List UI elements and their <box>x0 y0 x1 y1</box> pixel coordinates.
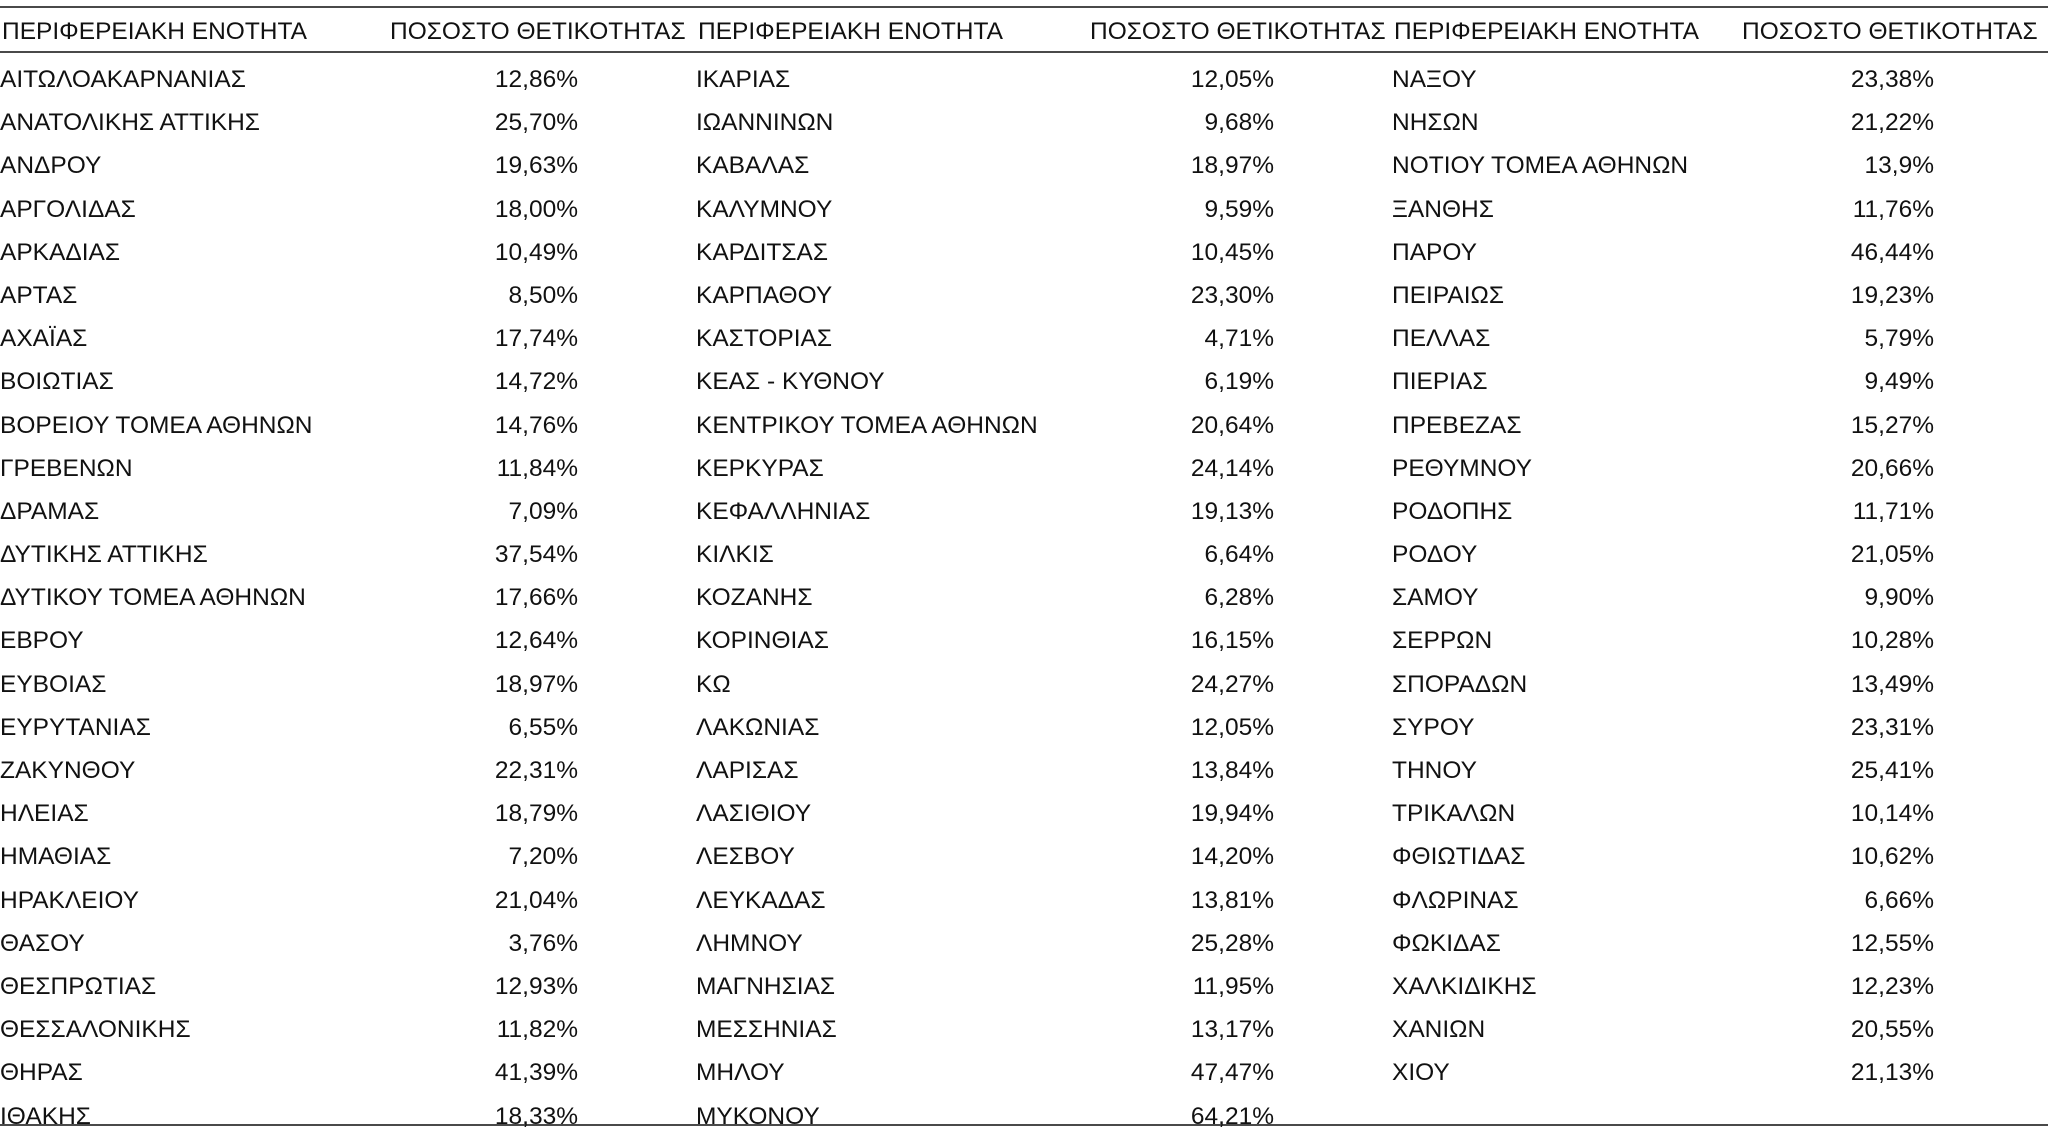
positivity-rate-value: 23,31% <box>1850 713 1934 741</box>
regional-unit-name: ΙΩΑΝΝΙΝΩΝ <box>696 109 834 137</box>
positivity-rate-value: 23,38% <box>1850 66 1934 93</box>
positivity-rate-value: 25,41% <box>1850 757 1934 784</box>
positivity-rate-value: 10,45% <box>1190 238 1274 266</box>
column-header-positivity-rate: ΠΟΣΟΣΤΟ ΘΕΤΙΚΟΤΗΤΑΣ <box>1090 18 1386 45</box>
positivity-rate-value: 12,05% <box>1190 713 1274 741</box>
regional-unit-name: ΚΕΝΤΡΙΚΟΥ ΤΟΜΕΑ ΑΘΗΝΩΝ <box>696 411 1038 439</box>
table-row <box>1392 663 2048 706</box>
table-row <box>1392 274 2048 317</box>
regional-unit-name: ΕΥΒΟΙΑΣ <box>0 670 107 698</box>
table-row <box>0 1051 690 1094</box>
regional-unit-name: ΑΝΔΡΟΥ <box>0 152 102 180</box>
table-row <box>1392 1008 2048 1051</box>
positivity-rate-value: 18,33% <box>494 1102 578 1130</box>
positivity-rate-value: 47,47% <box>1190 1059 1274 1087</box>
regional-unit-name: ΔΥΤΙΚΗΣ ΑΤΤΙΚΗΣ <box>0 541 208 569</box>
table-row <box>696 706 1386 749</box>
positivity-rate-value: 10,28% <box>1850 627 1934 655</box>
regional-unit-name: ΕΒΡΟΥ <box>0 627 84 655</box>
positivity-rate-value: 18,79% <box>494 800 578 828</box>
positivity-rate-value: 14,72% <box>494 368 578 396</box>
regional-unit-name: ΒΟΡΕΙΟΥ ΤΟΜΕΑ ΑΘΗΝΩΝ <box>0 411 313 439</box>
regional-unit-name: ΤΡΙΚΑΛΩΝ <box>1392 800 1516 828</box>
table-row <box>1392 965 2048 1008</box>
positivity-rate-value: 64,21% <box>1190 1102 1274 1130</box>
regional-unit-name: ΛΗΜΝΟΥ <box>696 929 803 957</box>
regional-unit-name: ΝΟΤΙΟΥ ΤΟΜΕΑ ΑΘΗΝΩΝ <box>1392 152 1689 180</box>
positivity-rate-value: 6,66% <box>1864 886 1934 914</box>
table-row <box>0 619 690 662</box>
positivity-rate-value: 11,84% <box>496 454 578 482</box>
positivity-rate-value: 21,04% <box>494 886 578 914</box>
table-row <box>696 188 1386 231</box>
positivity-rate-value: 23,30% <box>1190 281 1274 309</box>
positivity-rate-value: 12,05% <box>1190 66 1274 93</box>
regional-unit-name: ΚΑΡΔΙΤΣΑΣ <box>696 238 828 266</box>
regional-unit-name: ΜΕΣΣΗΝΙΑΣ <box>696 1016 837 1044</box>
regional-unit-name: ΣΕΡΡΩΝ <box>1392 627 1493 655</box>
table-row <box>696 58 1386 101</box>
table-row <box>0 447 690 490</box>
table-row <box>0 188 690 231</box>
table-row <box>696 1008 1386 1051</box>
regional-unit-name: ΓΡΕΒΕΝΩΝ <box>0 454 133 482</box>
regional-unit-name: ΧΙΟΥ <box>1392 1059 1450 1087</box>
regional-unit-name: ΚΕΡΚΥΡΑΣ <box>696 454 824 482</box>
table-row <box>696 533 1386 576</box>
table-row <box>1392 576 2048 619</box>
table-row <box>1392 706 2048 749</box>
regional-unit-name: ΝΑΞΟΥ <box>1392 66 1477 93</box>
table-row <box>0 404 690 447</box>
table-rows <box>1392 58 2048 1095</box>
regional-unit-name: ΗΜΑΘΙΑΣ <box>0 843 112 871</box>
table-row <box>0 706 690 749</box>
positivity-rate-value: 14,20% <box>1190 843 1274 871</box>
table-row <box>0 58 690 101</box>
table-row <box>1392 922 2048 965</box>
column-header-regional-unit: ΠΕΡΙΦΕΡΕΙΑΚΗ ΕΝΟΤΗΤΑ <box>698 18 1003 45</box>
table-row <box>0 965 690 1008</box>
positivity-rate-value: 6,64% <box>1204 541 1274 569</box>
regional-unit-name: ΔΥΤΙΚΟΥ ΤΟΜΕΑ ΑΘΗΝΩΝ <box>0 584 306 612</box>
positivity-rate-value: 20,66% <box>1850 454 1934 482</box>
regional-unit-name: ΛΑΚΩΝΙΑΣ <box>696 713 820 741</box>
table-row <box>696 101 1386 144</box>
column-header-positivity-rate: ΠΟΣΟΣΤΟ ΘΕΤΙΚΟΤΗΤΑΣ <box>390 18 686 45</box>
positivity-rate-value: 13,84% <box>1190 757 1274 784</box>
positivity-rate-value: 4,71% <box>1204 325 1274 353</box>
table-column-group-3 <box>1392 0 2048 1129</box>
regional-unit-name: ΡΟΔΟΠΗΣ <box>1392 497 1513 525</box>
regional-unit-name: ΣΥΡΟΥ <box>1392 713 1475 741</box>
table-row <box>1392 58 2048 101</box>
regional-unit-name: ΧΑΝΙΩΝ <box>1392 1016 1486 1044</box>
positivity-rate-value: 37,54% <box>494 541 578 569</box>
table-row <box>0 101 690 144</box>
table-row <box>0 792 690 835</box>
positivity-rate-value: 20,64% <box>1190 411 1274 439</box>
table-row <box>0 144 690 187</box>
positivity-rate-value: 12,93% <box>494 972 578 1000</box>
positivity-rate-value: 19,23% <box>1850 281 1934 309</box>
regional-unit-name: ΑΡΓΟΛΙΔΑΣ <box>0 195 136 223</box>
positivity-rate-value: 11,76% <box>1852 195 1934 223</box>
table-row <box>1392 404 2048 447</box>
positivity-rate-value: 17,74% <box>494 325 578 353</box>
table-row <box>1392 835 2048 878</box>
positivity-rate-value: 10,49% <box>494 238 578 266</box>
positivity-rate-value: 12,23% <box>1850 972 1934 1000</box>
table-row <box>1392 317 2048 360</box>
positivity-rate-value: 21,22% <box>1850 109 1934 137</box>
table-row <box>1392 490 2048 533</box>
table-row <box>1392 1051 2048 1094</box>
positivity-rate-value: 10,62% <box>1850 843 1934 871</box>
table-row <box>696 576 1386 619</box>
table-row <box>696 792 1386 835</box>
regional-unit-name: ΚΑΣΤΟΡΙΑΣ <box>696 325 833 353</box>
positivity-rate-value: 24,27% <box>1190 670 1274 698</box>
positivity-rate-value: 19,63% <box>494 152 578 180</box>
regional-unit-name: ΗΡΑΚΛΕΙΟΥ <box>0 886 140 914</box>
positivity-rate-value: 19,13% <box>1190 497 1274 525</box>
regional-unit-name: ΛΑΡΙΣΑΣ <box>696 757 799 784</box>
regional-unit-name: ΡΕΘΥΜΝΟΥ <box>1392 454 1533 482</box>
table-column-group-2 <box>696 0 1386 1129</box>
positivity-rate-value: 3,76% <box>508 929 578 957</box>
table-row <box>0 879 690 922</box>
table-row <box>1392 879 2048 922</box>
table-row <box>696 879 1386 922</box>
table-row <box>1392 231 2048 274</box>
column-header-positivity-rate: ΠΟΣΟΣΤΟ ΘΕΤΙΚΟΤΗΤΑΣ <box>1742 18 2038 45</box>
positivity-rate-value: 12,55% <box>1850 929 1934 957</box>
positivity-rate-value: 14,76% <box>494 411 578 439</box>
positivity-rate-value: 20,55% <box>1850 1016 1934 1044</box>
regional-unit-name: ΧΑΛΚΙΔΙΚΗΣ <box>1392 972 1537 1000</box>
regional-unit-name: ΚΑΒΑΛΑΣ <box>696 152 810 180</box>
regional-unit-name: ΦΘΙΩΤΙΔΑΣ <box>1392 843 1526 871</box>
positivity-rate-value: 46,44% <box>1850 238 1934 266</box>
regional-unit-name: ΤΗΝΟΥ <box>1392 757 1477 784</box>
regional-unit-name: ΘΗΡΑΣ <box>0 1059 83 1087</box>
table-row <box>696 490 1386 533</box>
positivity-rate-value: 18,00% <box>494 195 578 223</box>
table-row <box>0 922 690 965</box>
regional-unit-name: ΕΥΡΥΤΑΝΙΑΣ <box>0 713 151 741</box>
table-row <box>0 1095 690 1138</box>
table-row <box>0 663 690 706</box>
positivity-rate-value: 6,55% <box>508 713 578 741</box>
table-row <box>696 835 1386 878</box>
positivity-rate-value: 7,09% <box>508 497 578 525</box>
table-row <box>1392 101 2048 144</box>
regional-unit-name: ΛΕΥΚΑΔΑΣ <box>696 886 826 914</box>
positivity-rate-value: 24,14% <box>1190 454 1274 482</box>
table-row <box>696 663 1386 706</box>
positivity-rate-value: 9,59% <box>1204 195 1274 223</box>
regional-unit-name: ΑΡΤΑΣ <box>0 281 78 309</box>
positivity-rate-value: 7,20% <box>508 843 578 871</box>
positivity-rate-value: 8,50% <box>508 281 578 309</box>
regional-unit-name: ΜΗΛΟΥ <box>696 1059 785 1087</box>
table-row <box>0 490 690 533</box>
regional-unit-name: ΠΑΡΟΥ <box>1392 238 1477 266</box>
regional-unit-name: ΚΑΛΥΜΝΟΥ <box>696 195 833 223</box>
positivity-rate-value: 12,64% <box>494 627 578 655</box>
column-header-regional-unit: ΠΕΡΙΦΕΡΕΙΑΚΗ ΕΝΟΤΗΤΑ <box>1394 18 1699 45</box>
regional-unit-name: ΚΩ <box>696 670 731 698</box>
table-row <box>696 922 1386 965</box>
table-row <box>0 835 690 878</box>
regional-unit-name: ΡΟΔΟΥ <box>1392 541 1478 569</box>
table-row <box>1392 533 2048 576</box>
regional-unit-name: ΑΡΚΑΔΙΑΣ <box>0 238 121 266</box>
regional-unit-name: ΒΟΙΩΤΙΑΣ <box>0 368 114 396</box>
positivity-rate-value: 11,82% <box>496 1016 578 1044</box>
regional-unit-name: ΦΛΩΡΙΝΑΣ <box>1392 886 1519 914</box>
positivity-rate-value: 21,05% <box>1850 541 1934 569</box>
table-row <box>696 965 1386 1008</box>
table-row <box>696 749 1386 792</box>
table-row <box>696 619 1386 662</box>
table-row <box>0 576 690 619</box>
regional-unit-name: ΙΚΑΡΙΑΣ <box>696 66 791 93</box>
regional-unit-name: ΑΝΑΤΟΛΙΚΗΣ ΑΤΤΙΚΗΣ <box>0 109 260 137</box>
table-row <box>696 231 1386 274</box>
table-row <box>696 360 1386 403</box>
regional-unit-name: ΘΕΣΠΡΩΤΙΑΣ <box>0 972 157 1000</box>
regional-unit-name: ΘΑΣΟΥ <box>0 929 85 957</box>
regional-unit-name: ΝΗΣΩΝ <box>1392 109 1479 137</box>
positivity-rate-value: 18,97% <box>494 670 578 698</box>
positivity-rate-value: 13,49% <box>1850 670 1934 698</box>
positivity-rate-value: 9,68% <box>1204 109 1274 137</box>
positivity-rate-value: 25,70% <box>494 109 578 137</box>
table-rows <box>0 58 690 1138</box>
positivity-rate-value: 13,17% <box>1190 1016 1274 1044</box>
positivity-rate-value: 18,97% <box>1190 152 1274 180</box>
table-row <box>0 317 690 360</box>
positivity-rate-value: 6,19% <box>1204 368 1274 396</box>
regional-unit-name: ΛΕΣΒΟΥ <box>696 843 795 871</box>
regional-unit-name: ΚΙΛΚΙΣ <box>696 541 774 569</box>
regional-unit-name: ΑΧΑΪΑΣ <box>0 325 88 353</box>
regional-unit-name: ΠΡΕΒΕΖΑΣ <box>1392 411 1522 439</box>
positivity-rate-value: 5,79% <box>1864 325 1934 353</box>
table-column-group-1 <box>0 0 690 1129</box>
table-row <box>1392 188 2048 231</box>
table-row <box>1392 792 2048 835</box>
positivity-rate-value: 21,13% <box>1850 1059 1934 1087</box>
regional-unit-name: ΞΑΝΘΗΣ <box>1392 195 1494 223</box>
positivity-rate-value: 15,27% <box>1850 411 1934 439</box>
positivity-rate-value: 25,28% <box>1190 929 1274 957</box>
regional-unit-name: ΣΑΜΟΥ <box>1392 584 1479 612</box>
regional-unit-name: ΚΕΑΣ - ΚΥΘΝΟΥ <box>696 368 885 396</box>
table-row <box>696 274 1386 317</box>
table-row <box>0 749 690 792</box>
regional-unit-name: ΜΥΚΟΝΟΥ <box>696 1102 820 1130</box>
regional-unit-name: ΚΟΖΑΝΗΣ <box>696 584 813 612</box>
table-row <box>0 1008 690 1051</box>
regional-unit-name: ΙΘΑΚΗΣ <box>0 1102 91 1130</box>
table-row <box>1392 619 2048 662</box>
positivity-rate-value: 16,15% <box>1190 627 1274 655</box>
table-row <box>1392 360 2048 403</box>
table-row <box>0 231 690 274</box>
table-row <box>0 360 690 403</box>
regional-unit-name: ΘΕΣΣΑΛΟΝΙΚΗΣ <box>0 1016 191 1044</box>
positivity-rate-value: 13,81% <box>1190 886 1274 914</box>
regional-unit-name: ΗΛΕΙΑΣ <box>0 800 89 828</box>
regional-unit-name: ΔΡΑΜΑΣ <box>0 497 100 525</box>
table-row <box>696 317 1386 360</box>
regional-unit-name: ΣΠΟΡΑΔΩΝ <box>1392 670 1528 698</box>
positivity-rate-value: 11,71% <box>1852 497 1934 525</box>
table-row <box>696 1095 1386 1138</box>
positivity-rate-value: 19,94% <box>1190 800 1274 828</box>
table-row <box>1392 749 2048 792</box>
table-row <box>1392 144 2048 187</box>
table-row <box>696 1051 1386 1094</box>
table-rows <box>696 58 1386 1138</box>
regional-unit-name: ΦΩΚΙΔΑΣ <box>1392 929 1501 957</box>
regional-unit-name: ΛΑΣΙΘΙΟΥ <box>696 800 812 828</box>
table-row <box>0 533 690 576</box>
regional-unit-name: ΚΑΡΠΑΘΟΥ <box>696 281 833 309</box>
positivity-rate-value: 9,90% <box>1864 584 1934 612</box>
table-row <box>1392 447 2048 490</box>
positivity-rate-value: 9,49% <box>1864 368 1934 396</box>
table-row <box>696 447 1386 490</box>
column-header-regional-unit: ΠΕΡΙΦΕΡΕΙΑΚΗ ΕΝΟΤΗΤΑ <box>2 18 307 45</box>
regional-unit-name: ΚΕΦΑΛΛΗΝΙΑΣ <box>696 497 871 525</box>
positivity-rate-value: 13,9% <box>1864 152 1934 180</box>
regional-unit-name: ΠΙΕΡΙΑΣ <box>1392 368 1488 396</box>
table-row <box>696 404 1386 447</box>
regional-unit-name: ΠΕΙΡΑΙΩΣ <box>1392 281 1504 309</box>
positivity-rate-value: 6,28% <box>1204 584 1274 612</box>
positivity-rate-value: 22,31% <box>494 757 578 784</box>
regional-unit-name: ΚΟΡΙΝΘΙΑΣ <box>696 627 829 655</box>
table-row <box>696 144 1386 187</box>
positivity-rate-value: 12,86% <box>494 66 578 93</box>
positivity-rate-value: 41,39% <box>494 1059 578 1087</box>
positivity-rate-value: 11,95% <box>1192 972 1274 1000</box>
regional-unit-name: ΖΑΚΥΝΘΟΥ <box>0 757 136 784</box>
regional-unit-name: ΑΙΤΩΛΟΑΚΑΡΝΑΝΙΑΣ <box>0 66 246 93</box>
regional-unit-name: ΜΑΓΝΗΣΙΑΣ <box>696 972 836 1000</box>
positivity-rate-value: 10,14% <box>1850 800 1934 828</box>
positivity-rate-value: 17,66% <box>494 584 578 612</box>
table-row <box>0 274 690 317</box>
regional-unit-name: ΠΕΛΛΑΣ <box>1392 325 1491 353</box>
